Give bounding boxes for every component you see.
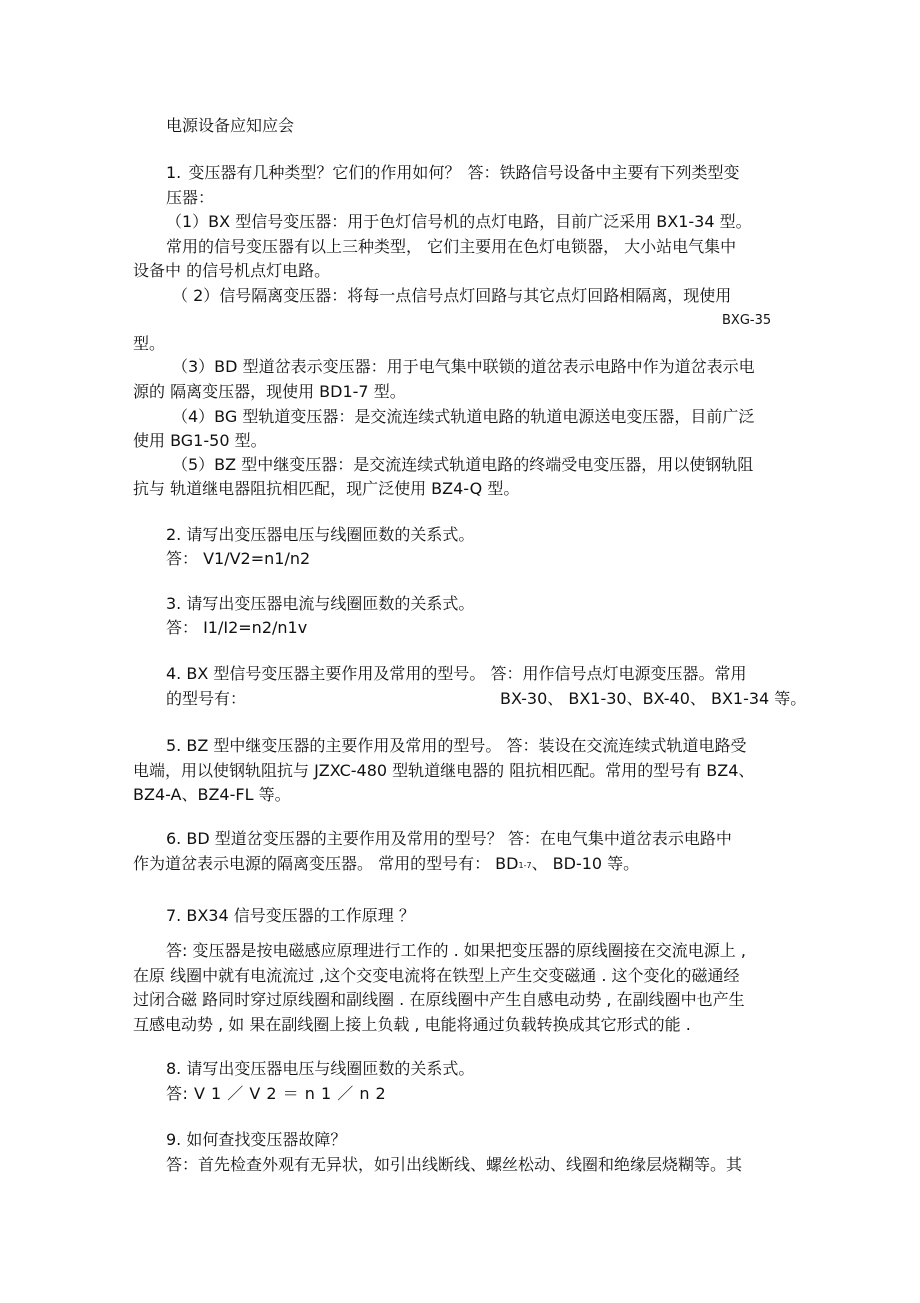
- q1-line-10: 源的 隔离变压器，现使用 BD1-7 型。: [133, 382, 406, 401]
- q6-line-2: [133, 854, 639, 876]
- q1-line-4: 常用的信号变压器有以上三种类型， 它们主要用在色灯电锁器， 大小站电气集中: [166, 237, 737, 256]
- q1-line-9: （3）BD 型道岔表示变压器：用于电气集中联锁的道岔表示电路中作为道岔表示电: [172, 357, 755, 376]
- q2-answer: 答： V1/V2=n1/n2: [166, 549, 311, 568]
- q4-line-1: 4. BX 型信号变压器主要作用及常用的型号。 答：用作信号点灯电源变压器。常用: [166, 664, 747, 683]
- q7-question: 7. BX34 信号变压器的工作原理 ？: [166, 906, 415, 925]
- q3-answer: 答： I1/I2=n2/n1v: [166, 618, 308, 637]
- q1-line-2: 压器：: [166, 188, 215, 207]
- q7-line-2: 在原 线圈中就有电流流过 ,这个交变电流将在铁型上产生交变磁通 . 这个变化的磁通经: [133, 966, 740, 985]
- q4-line-2: 的型号有：: [166, 689, 247, 708]
- q8-question: 8. 请写出变压器电压与线圈匝数的关系式。: [166, 1059, 475, 1078]
- q8-answer: 答: V 1 ／ V 2 ＝ n 1 ／ n 2: [166, 1084, 387, 1103]
- q1-line-11: （4）BG 型轨道变压器：是交流连续式轨道电路的轨道电源送电变压器，目前广泛: [172, 407, 755, 426]
- q6-line-2a: 作为道岔表示电源的隔离变压器。 常用的型号有： BD: [133, 854, 519, 873]
- page-title: 电源设备应知应会: [166, 116, 295, 135]
- q5-line-2: 电端，用以使钢轨阻抗与 JZXC-480 型轨道继电器的 阻抗相匹配。常用的型号有 BZ4、: [133, 761, 755, 780]
- q7-line-4: 互感电动势 , 如 果在副线圈上接上负载 , 电能将通过负载转换成其它形式的能 .: [133, 1015, 691, 1034]
- q4-line-2-models: BX-30、 BX1-30、BX-40、 BX1-34 等。: [500, 689, 807, 708]
- q1-line-14: 抗与 轨道继电器阻抗相匹配，现广泛使用 BZ4-Q 型。: [133, 479, 520, 498]
- q6-subscript: 1-7: [518, 861, 532, 870]
- q1-line-1: 1. 变压器有几种类型？它们的作用如何？ 答：铁路信号设备中主要有下列类型变: [166, 163, 740, 182]
- q6-line-2b: 、 BD-10 等。: [531, 854, 640, 873]
- q5-line-3: BZ4-A、BZ4-FL 等。: [133, 785, 291, 804]
- q1-line-6: （ 2）信号隔离变压器：将每一点信号点灯回路与其它点灯回路相隔离，现使用: [172, 286, 732, 305]
- q1-line-12: 使用 BG1-50 型。: [133, 431, 267, 450]
- q9-question: 9. 如何查找变压器故障？: [166, 1130, 347, 1149]
- q1-line-13: （5）BZ 型中继变压器：是交流连续式轨道电路的终端受电变压器，用以使钢轨阻: [172, 455, 754, 474]
- q6-line-1: 6. BD 型道岔变压器的主要作用及常用的型号？ 答：在电气集中道岔表示电路中: [166, 829, 732, 848]
- q5-line-1: 5. BZ 型中继变压器的主要作用及常用的型号。 答：装设在交流连续式轨道电路受: [166, 736, 747, 755]
- q1-line-8: 型。: [133, 334, 166, 353]
- q2-question: 2. 请写出变压器电压与线圈匝数的关系式。: [166, 525, 475, 544]
- q1-line-7: BXG-35: [722, 313, 772, 328]
- q3-question: 3. 请写出变压器电流与线圈匝数的关系式。: [166, 594, 475, 613]
- q1-line-5: 设备中 的信号机点灯电路。: [133, 261, 331, 280]
- q9-answer: 答：首先检查外观有无异状，如引出线断线、螺丝松动、线圈和绝缘层烧糊等。其: [166, 1155, 743, 1174]
- q7-line-1: 答: 变压器是按电磁感应原理进行工作的 . 如果把变压器的原线圈接在交流电源上 ,: [166, 941, 746, 960]
- q7-line-3: 过闭合磁 路同时穿过原线圈和副线圈 . 在原线圈中产生自感电动势 , 在副线圈中也产生: [133, 990, 745, 1009]
- q1-line-3: （1）BX 型信号变压器：用于色灯信号机的点灯电路，目前广泛采用 BX1-34 型。: [166, 212, 752, 231]
